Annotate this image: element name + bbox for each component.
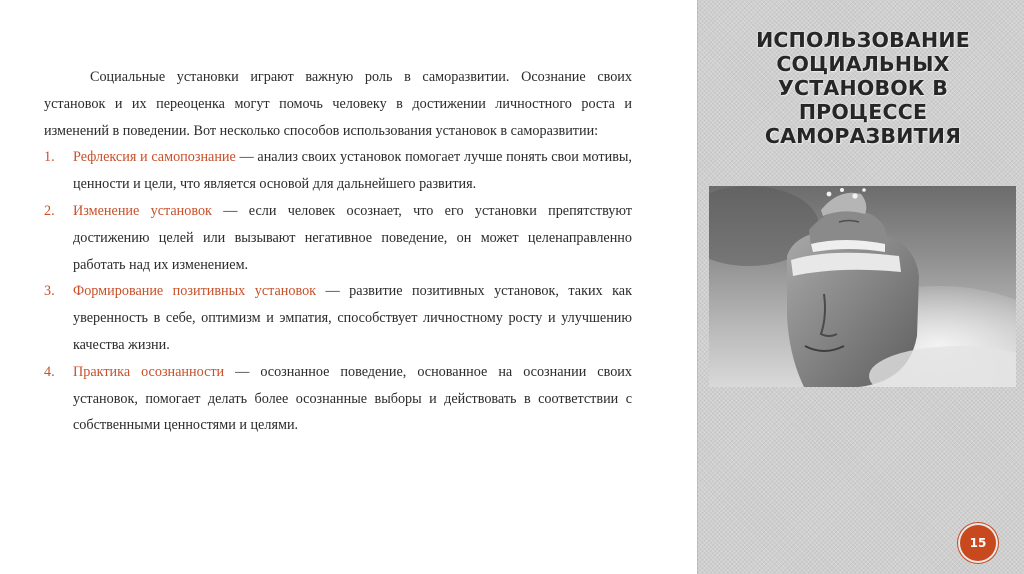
intro-paragraph: Социальные установки играют важную роль в саморазвитии. Осознание своих установок и их переоценка могут помочь человеку в достижении личностного роста и изменений в поведении. Вот несколько способов использования установок в саморазвитии: — [44, 69, 632, 139]
list-item-term: Практика осознанности — [73, 363, 225, 380]
list-item-number: 1. — [44, 149, 55, 166]
body-text — [44, 64, 632, 439]
list-item-number: 4. — [44, 363, 55, 380]
page-number: 15 — [969, 536, 987, 550]
list-item — [44, 278, 632, 358]
page-number-badge — [960, 525, 996, 561]
surreal-head-photo — [709, 186, 1016, 387]
list-item-text: — осознанное поведение, основанное на осознании своих установок, помогает делать более осознанные выборы и действовать в соответствии с собственными ценностями и целями. — [73, 363, 632, 434]
list-item-text: — если человек осознает, что его установки препятствуют достижению целей или вызывают негативное поведение, он может целенаправленно работать над их изменением. — [73, 202, 633, 273]
list-item-term: Изменение установок — [73, 202, 212, 219]
list-item-number: 3. — [44, 283, 55, 300]
panel-divider — [697, 0, 698, 574]
method-list — [44, 144, 632, 439]
list-item-term: Рефлексия и самопознание — [73, 149, 236, 166]
head-illustration — [709, 186, 1016, 387]
list-item — [44, 359, 632, 439]
list-item-number: 2. — [44, 202, 55, 219]
slide-title: ИСПОЛЬЗОВАНИЕ СОЦИАЛЬНЫХ УСТАНОВОК В ПРОЦЕССЕ САМОРАЗВИТИЯ — [756, 28, 970, 148]
list-item — [44, 198, 632, 278]
list-item — [44, 144, 632, 198]
list-item-text: — анализ своих установок помогает лучше понять свои мотивы, ценности и цели, что является основой для дальнейшего развития. — [73, 149, 632, 193]
list-item-term: Формирование позитивных установок — [73, 283, 317, 300]
list-item-text: — развитие позитивных установок, таких как уверенность в себе, оптимизм и эмпатия, способствует личностному росту и улучшению качества жизни. — [73, 283, 632, 353]
